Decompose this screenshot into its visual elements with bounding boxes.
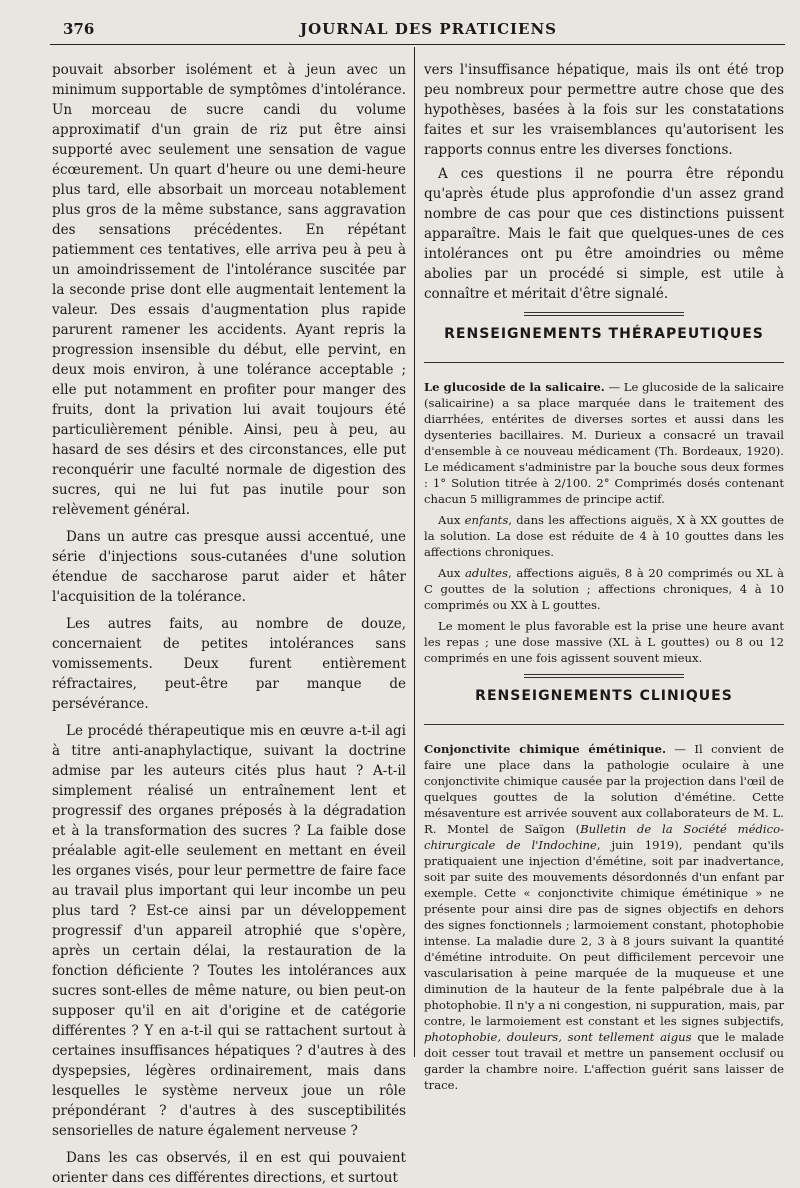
bulletin-citation: Bulletin de la Société médico-chirurgicale de l'Indochine [424, 822, 784, 852]
right-column [424, 60, 785, 1092]
paragraph-other-cases: Les autres faits, au nombre de douze, concernaient de petites intolérances sans vomissements. Deux furent entièrement réfractaires, peut-être par manque de persévérance. [52, 616, 406, 712]
timing-note: Le moment le plus favorable est la prise une heure avant les repas ; une dose massive (XL à L gouttes) ou 8 ou 12 comprimés en une fois agissent souvent mieux. [424, 619, 784, 665]
page-header [0, 0, 800, 46]
children-dosage: Aux enfants, dans les affections aiguës, X à XX gouttes de la solution. La dose est réduite de 4 à 10 gouttes dans les affections chroniques. [424, 513, 784, 559]
glucoside-text: — Le glucoside de la salicaire (salicairine) a sa place marquée dans le traitement des diarrhées, entérites de diverses sortes et aussi dans les dysenteries bacillaires. M. Durieux a consacré un travail d'ensemble à ce nouveau médicament (Th. Bordeaux, 1920). Le médicament s'administre par la bouche sous deux formes : 1° Solution titrée à 2/100. 2° Comprimés dosés contenant chacun 5 milligrammes de principe actif. [424, 380, 784, 506]
glucoside-paragraph [424, 379, 784, 507]
conjunctivitis-heading: Conjonctivite chimique émétinique. [424, 742, 666, 756]
section-rule [424, 362, 784, 363]
paragraph-sugar-tolerance: pouvait absorber isolément et à jeun avec un minimum supportable de symptômes d'intolérance. Un morceau de sucre candi du volume approximatif d'un grain de riz put être ainsi supporté avec seulement une sensation de vague écœurement. Un quart d'heure ou une demi-heure plus tard, elle absorbait un morceau notablement plus gros de la même substance, sans aggravation des sensations précédentes. En répétant patiemment ces tentatives, elle arriva peu à peu à un amoindrissement de l'intolérance suscitée par la seconde prise dont elle augmentait lentement la valeur. Des essais d'augmentation plus rapide parurent ramener les accidents. Ayant repris la progression insensible du début, elle pervint, en deux mois environ, à une tolérance acceptable ; elle put notamment en profiter pour manger des fruits, dont la privation lui avait toujours été particulièrement pénible. Ainsi, peu à peu, au hasard de ses désirs et des circonstances, elle put reconquérir une faculté normale de digestion des sucres, qui ne lui fut pas inutile pour son relèvement général. [52, 62, 406, 518]
conjunctivitis-paragraph: Conjonctivite chimique émétinique. — Il convient de faire une place dans la pathologie oculaire à une conjonctivite chimique causée par la projection dans l'œil de quelques gouttes de la solution d'émétine. Cette mésaventure est arrivée souvent aux collaborateurs de M. L. R. Montel de Saïgon (Bulletin de la Société médico-chirurgicale de l'Indochine, juin 1919), pendant qu'ils pratiquaient une injection d'émétine, soit par inadvertance, soit par suite des mouvements désordonnés d'un enfant par exemple. Cette « conjonctivite chimique émétinique » ne présente pour ainsi dire pas de signes objectifs en dehors des signes fonctionnels ; larmoiement constant, photophobie intense. La maladie dure 2, 3 à 8 jours suivant la quantité d'émétine introduite. On peut difficilement percevoir une vascularisation à peine marquée de la muqueuse et une diminution de la hauteur de la fente palpébrale due à la photophobie. Il n'y a ni congestion, ni suppuration, mais, par contre, le larmoiement est constant et les signes subjectifs, photophobie, douleurs, sont tellement aigus que le malade doit cesser tout travail et mettre un pansement occlusif ou garder la chambre noire. L'affection guérit sans laisser de trace. [424, 742, 785, 1092]
paragraph-injection-case: Dans un autre cas presque aussi accentué, une série d'injections sous-cutanées d'une solution étendue de saccharose parut aider et hâter l'acquisition de la tolérance. [52, 529, 406, 605]
left-column [52, 60, 406, 1186]
paragraph-observed-cases: Dans les cas observés, il en est qui pouvaient orienter dans ces différentes directions, et surtout [52, 1150, 406, 1186]
section-title-clinical: RENSEIGNEMENTS CLINIQUES [475, 688, 733, 704]
children-label: enfants [464, 513, 509, 527]
column-divider [414, 47, 415, 1057]
section-title-therapeutic: RENSEIGNEMENTS THÉRAPEUTIQUES [444, 326, 764, 342]
section-separator [524, 312, 684, 316]
glucoside-heading: Le glucoside de la salicaire. [424, 380, 605, 394]
header-rule [50, 44, 785, 45]
journal-title: JOURNAL DES PRATICIENS [300, 20, 557, 38]
paragraph-hepatic: vers l'insuffisance hépatique, mais ils ont été trop peu nombreux pour permettre autre chose que des hypothèses, basées à la fois sur les constatations faites et sur les vraisemblances qu'autorisent les rapports connus entre les diverses fonctions. [424, 62, 784, 158]
therapeutic-section [424, 379, 784, 666]
adults-dosage: Aux adultes, affections aiguës, 8 à 20 comprimés ou XL à C gouttes de la solution ; affections chroniques, 4 à 10 comprimés ou XX à L gouttes. [424, 566, 784, 612]
adults-label: adultes [465, 566, 508, 580]
page-number: 376 [63, 20, 95, 38]
section-separator [524, 674, 684, 678]
clinical-section [424, 741, 784, 1093]
paragraph-therapeutic-questions: Le procédé thérapeutique mis en œuvre a-t-il agi à titre anti-anaphylactique, suivant la doctrine admise par les auteurs cités plus haut ? A-t-il simplement réalisé un entraînement lent et progressif des organes préposés à la dégradation et à la transformation des sucres ? La faible dose préalable agit-elle seulement en mettant en éveil les organes visés, pour leur permettre de faire face au travail plus important qui leur incombe un peu plus tard ? Est-ce ainsi par un développement progressif d'un appareil atrophié que s'opère, après un certain délai, la restauration de la fonction déficiente ? Toutes les intolérances aux sucres sont-elles de même nature, ou bien peut-on supposer qu'il en ait d'origine et de catégorie différentes ? Y en a-t-il qui se rattachent surtout à certaines insuffisances hépatiques ? d'autres à des dyspepsies, légères ordinairement, mais dans lesquelles le système nerveux joue un rôle prépondérant ? d'autres à des susceptibilités sensorielles de nature également nerveuse ? [52, 723, 406, 1139]
subjective-signs: photophobie, douleurs, sont tellement aigus [424, 1030, 692, 1044]
paragraph-questions: A ces questions il ne pourra être répondu qu'après étude plus approfondie d'un assez grand nombre de cas pour que ces distinctions puissent apparaître. Mais le fait que quelques-unes de ces intolérances ont pu être amoindries ou même abolies par un procédé si simple, est utile à connaître et méritait d'être signalé. [424, 166, 784, 302]
section-rule [424, 724, 784, 725]
